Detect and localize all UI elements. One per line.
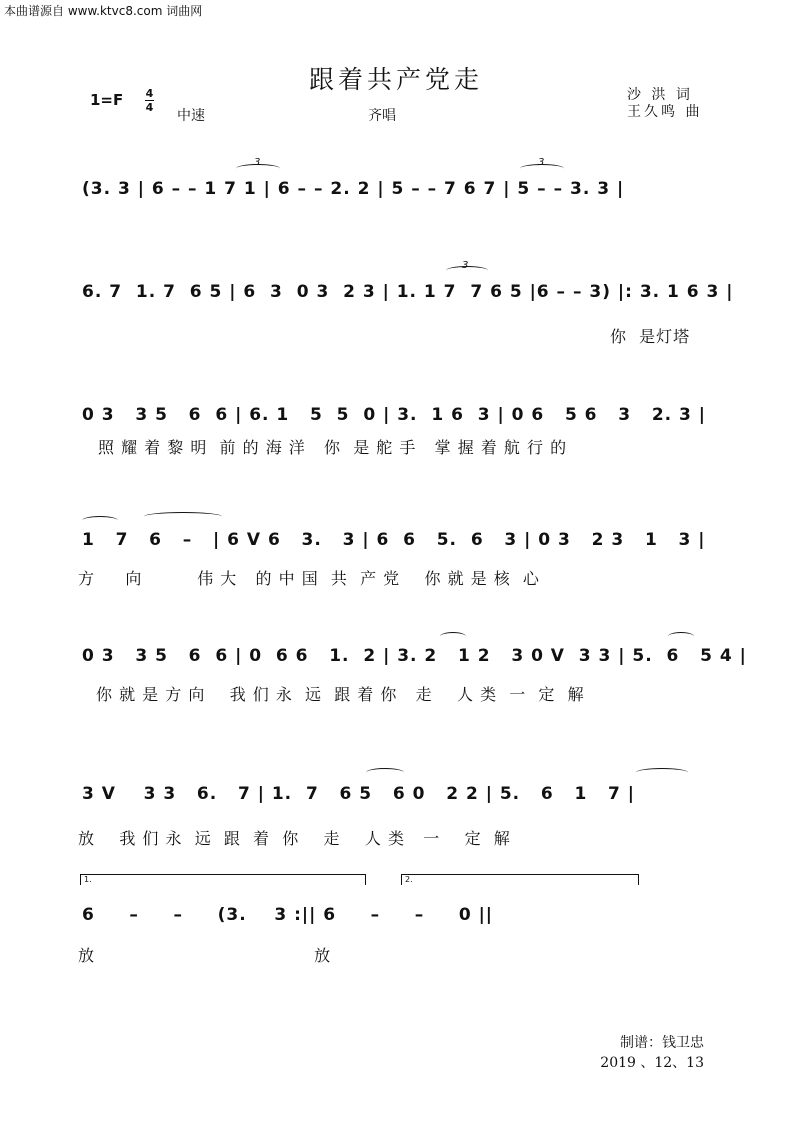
performance-style: 齐唱 <box>368 108 396 124</box>
triplet-mark: 3 <box>538 157 545 168</box>
slur <box>668 632 694 641</box>
volta-bracket-1 <box>80 874 366 885</box>
song-title: 跟着共产党走 <box>308 65 483 94</box>
triplet-mark: 3 <box>462 260 469 271</box>
slur <box>440 632 466 641</box>
system-5-notes: 0 3 3 5 6 6 | 0 6 6 1. 2 | 3. 2 1 2 3 0 V 3 3 | 5. 6 5 4 | <box>82 646 747 666</box>
triplet-slur <box>520 164 564 173</box>
arrangement-date: 2019 、12、13 <box>600 1055 704 1071</box>
volta-2-label: 2. <box>405 875 413 884</box>
source-line[interactable]: 本曲谱源自 www.ktvc8.com 词曲网 <box>4 4 203 18</box>
system-1-notes: (3. 3 | 6 – – 1 7 1 | 6 – – 2. 2 | 5 – – 7 6 7 | 5 – – 3. 3 | <box>82 179 625 199</box>
system-3-lyrics: 照 耀 着 黎 明 前 的 海 洋 你 是 舵 手 掌 握 着 航 行 的 <box>98 438 568 457</box>
slur <box>366 768 404 777</box>
slur <box>636 768 688 777</box>
triplet-slur <box>446 266 488 275</box>
volta-1-label: 1. <box>84 875 92 884</box>
system-7-notes: 6 – – (3. 3 :|| 6 – – 0 || <box>82 905 493 925</box>
arranger-credit: 制谱：钱卫忠 <box>620 1035 704 1051</box>
system-4-notes: 1 7 6 – | 6 V 6 3. 3 | 6 6 5. 6 3 | 0 3 2 3 1 3 | <box>82 530 706 550</box>
meter-top: 4 <box>145 87 154 100</box>
system-2-lyrics: 你 是灯塔 <box>610 327 691 346</box>
volta-bracket-2 <box>401 874 639 885</box>
system-6-notes: 3 V 3 3 6. 7 | 1. 7 6 5 6 0 2 2 | 5. 6 1 7 | <box>82 784 635 804</box>
meter-bottom: 4 <box>145 101 154 114</box>
tie <box>144 512 222 521</box>
system-7-lyrics: 放 放 <box>78 946 332 965</box>
tie <box>82 516 118 525</box>
system-4-lyrics: 方 向 伟 大 的 中 国 共 产 党 你 就 是 核 心 <box>78 569 540 588</box>
tempo-marking: 中速 <box>177 108 205 124</box>
system-5-lyrics: 你 就 是 方 向 我 们 永 远 跟 着 你 走 人 类 一 定 解 <box>96 685 585 704</box>
system-2-notes: 6. 7 1. 7 6 5 | 6 3 0 3 2 3 | 1. 1 7 7 6 5 |6 – – 3) |: 3. 1 6 3 | <box>82 282 734 302</box>
composer-credit: 王久鸣 曲 <box>627 104 703 120</box>
time-signature <box>145 88 154 113</box>
system-6-lyrics: 放 我 们 永 远 跟 着 你 走 人 类 一 定 解 <box>78 829 511 848</box>
system-3-notes: 0 3 3 5 6 6 | 6. 1 5 5 0 | 3. 1 6 3 | 0 6 5 6 3 2. 3 | <box>82 405 707 425</box>
lyricist-credit: 沙 洪 词 <box>627 87 693 103</box>
triplet-mark: 3 <box>254 157 261 168</box>
key-signature: 1=F <box>90 91 124 109</box>
triplet-slur <box>236 164 280 173</box>
